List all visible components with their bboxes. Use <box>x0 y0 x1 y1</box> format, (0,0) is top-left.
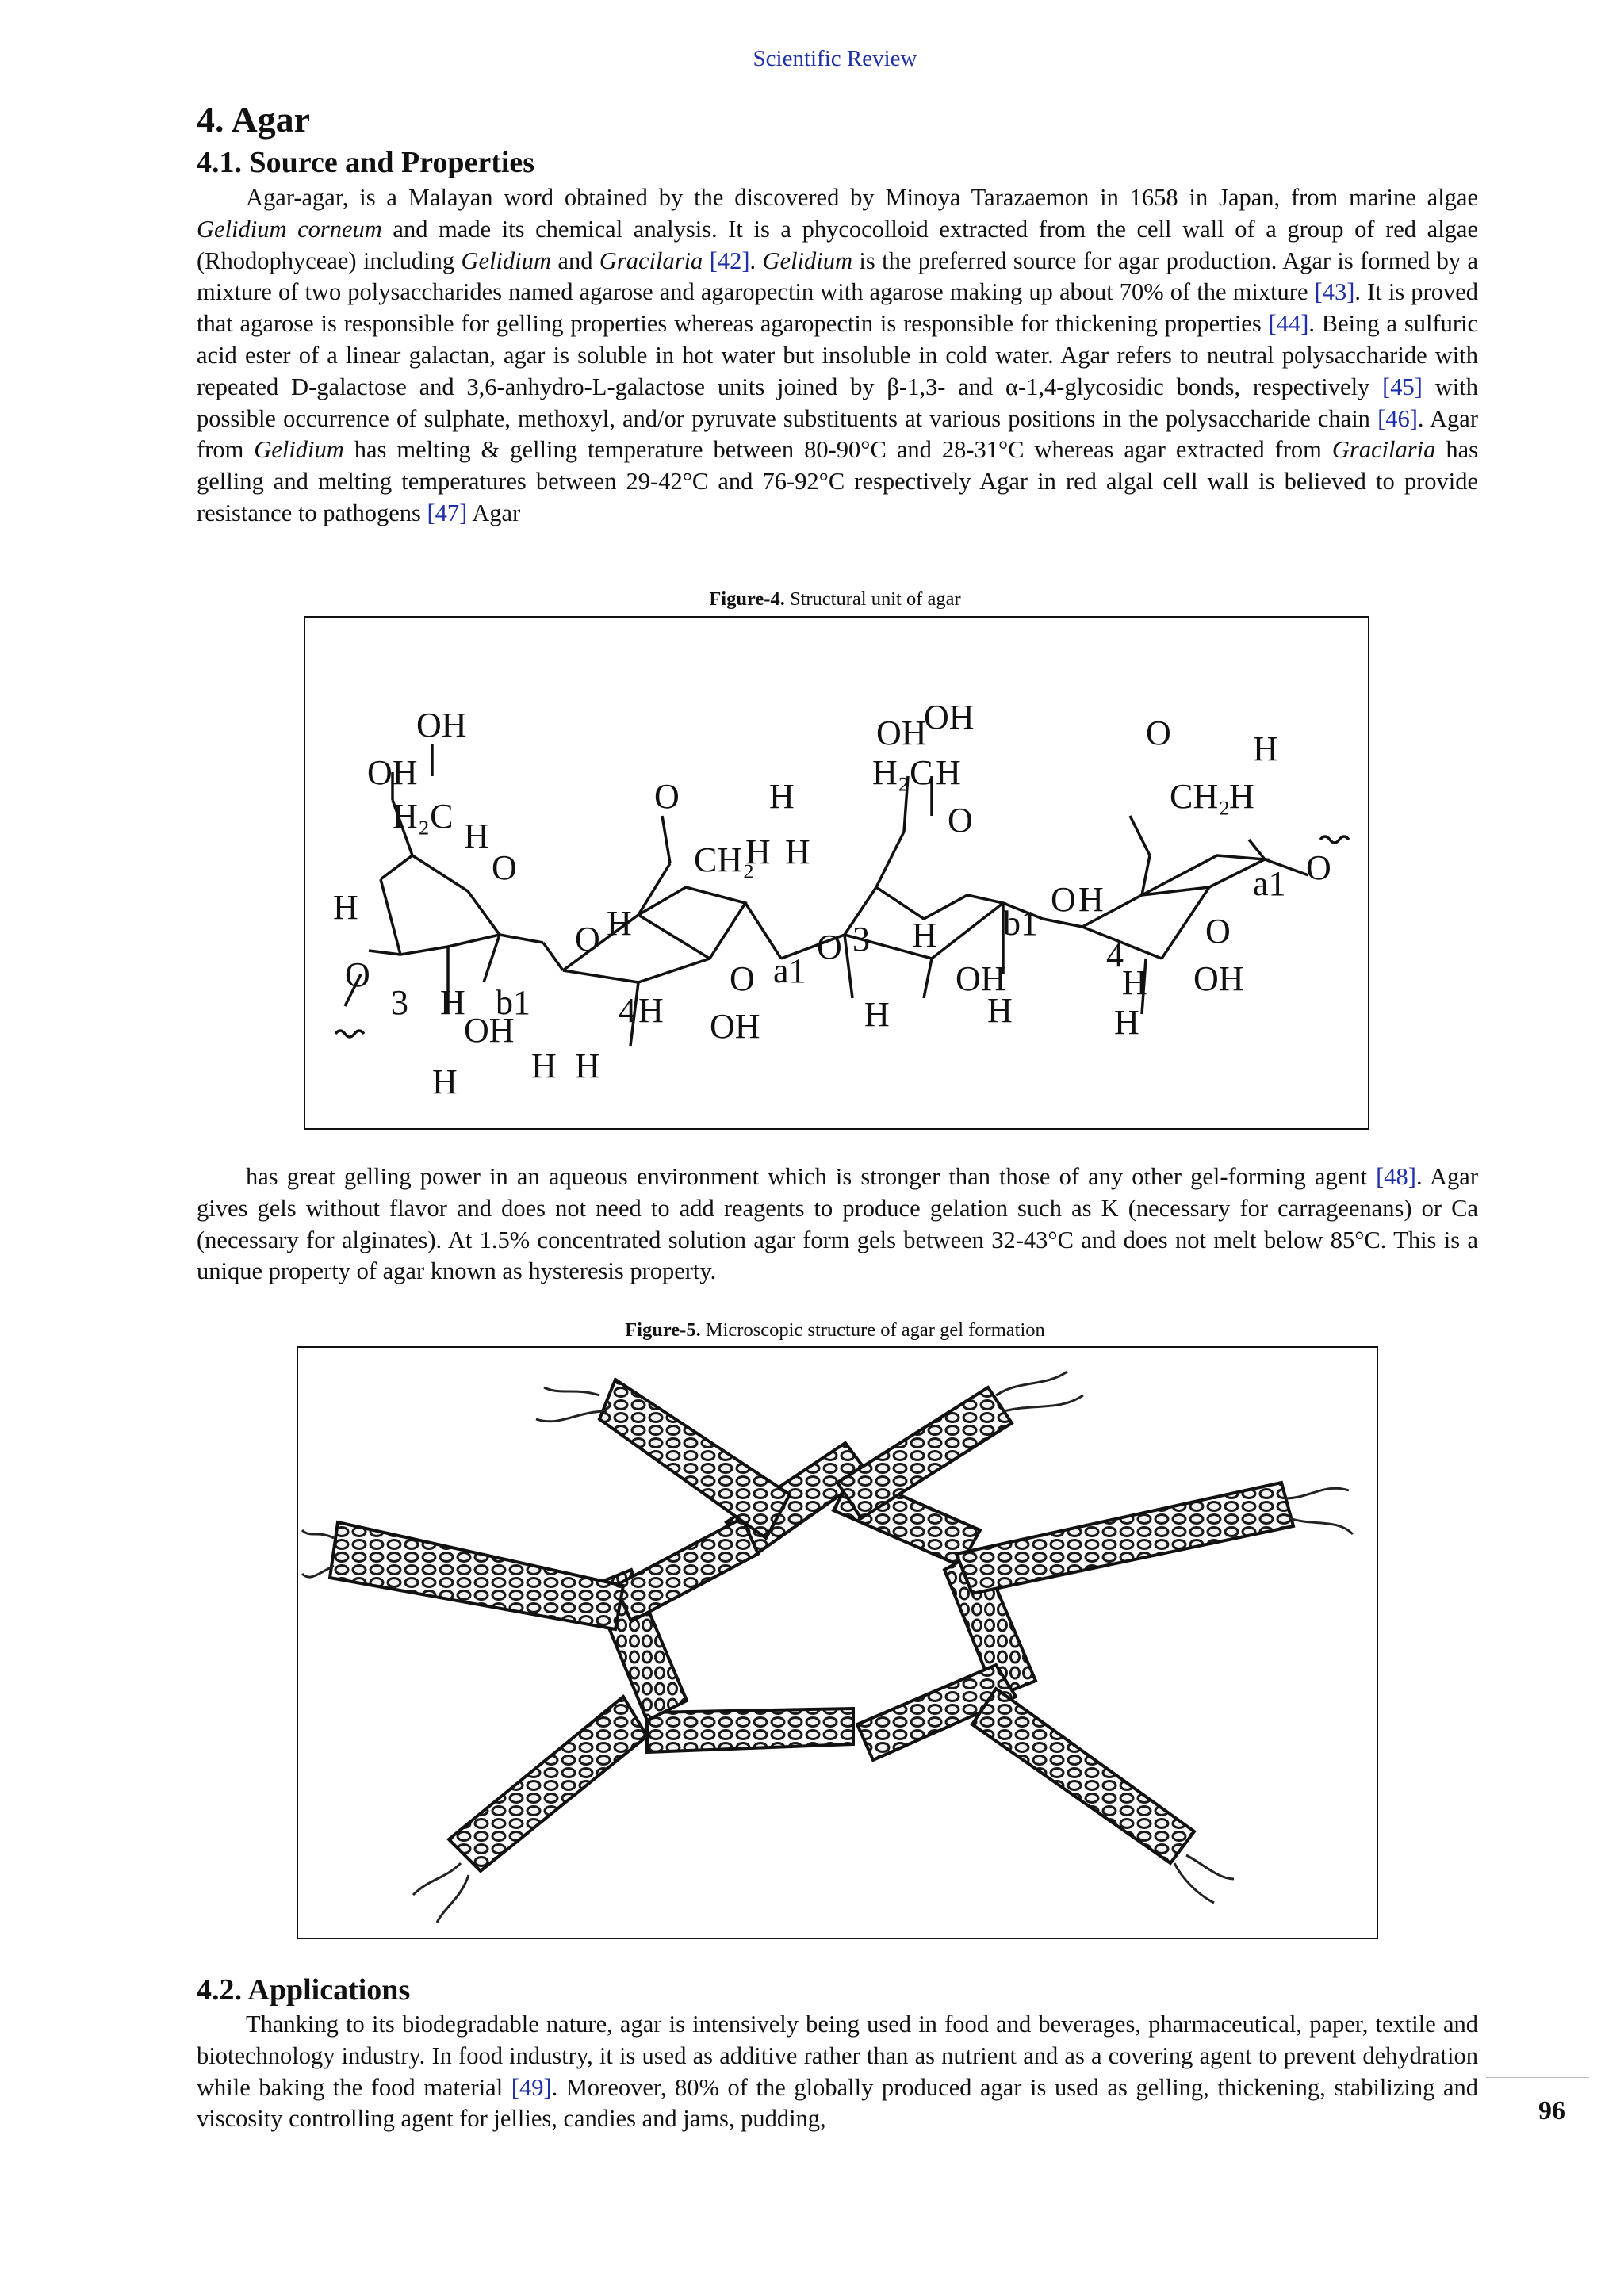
h-label: H <box>638 991 664 1030</box>
paragraph-gelling-power <box>197 1161 1478 1288</box>
text: Agar <box>467 499 521 526</box>
text: . It is proved that agarose is responsible for gelling properties whereas agaropectin is responsible for thickening properties <box>197 278 1478 338</box>
citation-link[interactable]: [49] <box>511 2073 552 2101</box>
o-label: O <box>1306 848 1331 887</box>
citation-link[interactable]: [48] <box>1376 1163 1416 1190</box>
h-label: H <box>1078 880 1104 919</box>
citation-link[interactable]: [44] <box>1268 310 1309 338</box>
text: . Moreover, 80% of the globally produced agar is used as gelling, thickening, stabilizing and viscosity controlling agent for jellies, candies and jams, pudding, <box>197 2073 1479 2133</box>
a1-label: a1 <box>1253 864 1286 903</box>
oh-label: OH <box>710 1007 760 1046</box>
subsection-title-applications: 4.2. Applications <box>197 1973 411 2007</box>
b1-label: b1 <box>496 983 530 1022</box>
text: and made its chemical analysis. It is a phycocolloid extracted from the cell wall of a group of red algae (Rhodophyceae) including <box>197 215 1478 274</box>
figure-4-structural-unit <box>304 616 1369 1130</box>
h-label: H <box>575 1047 600 1085</box>
h-label: H <box>987 991 1013 1030</box>
h-label: H <box>1253 729 1278 768</box>
figure-5-caption <box>0 1319 1624 1341</box>
position-4-label: 4 <box>1106 936 1124 974</box>
h-label: H <box>1122 963 1147 1002</box>
citation-link[interactable]: [43] <box>1314 278 1355 306</box>
o-label: O <box>654 777 680 816</box>
position-3-label: 3 <box>852 920 870 959</box>
oh-label: OH <box>956 959 1006 998</box>
o-label: O <box>1051 880 1076 919</box>
genus-name: Gelidium <box>461 247 552 274</box>
b1-label: b1 <box>1003 904 1038 943</box>
text: is the preferred source for agar production. Agar is formed by a mixture of two polysaccharides named agarose and agaropectin with agarose making up about 70% of the mixture <box>197 247 1479 306</box>
genus-name: Gelidium <box>762 247 853 274</box>
citation-link[interactable]: [42] <box>709 247 750 274</box>
figure-label: Figure-4. <box>709 588 785 610</box>
h-label: H <box>785 832 810 871</box>
oh-label: OH <box>924 698 975 737</box>
figure-caption-text: Structural unit of agar <box>784 588 961 610</box>
genus-name: Gracilaria <box>1331 436 1436 464</box>
position-3-label: 3 <box>391 983 408 1022</box>
h-label: H <box>745 832 771 871</box>
o-label: O <box>575 920 600 959</box>
o-label: O <box>948 801 973 840</box>
text: has gelling and melting temperatures between 29-42°C and 76-92°C respectively Agar in red algal cell wall is believed to provide resistance to pathogens <box>197 436 1478 526</box>
oh-label: OH <box>1193 959 1244 998</box>
o-label: O <box>345 955 370 994</box>
citation-link[interactable]: [46] <box>1377 404 1418 432</box>
h-label: H <box>1229 777 1254 816</box>
species-name: Gelidium corneum <box>197 215 382 243</box>
agar-gel-microstructure-image <box>298 1348 1377 1938</box>
h-label: H <box>607 904 632 943</box>
h2c-label: H₂C <box>872 753 933 792</box>
figure-4-caption <box>0 588 1624 610</box>
citation-link[interactable]: [47] <box>427 499 468 526</box>
h-label: H <box>432 1062 458 1101</box>
o-label: O <box>1146 714 1171 752</box>
text: Thanking to its biodegradable nature, agar is intensively being used in food and beverages, pharmaceutical, paper, textile and biotechnology industry. In food industry, it is used as additive rather than as nutrient and as a covering agent to prevent dehydration while baking the food material <box>197 2011 1478 2101</box>
text: . Agar gives gels without flavor and does not need to add reagents to produce gelation such as K (necessary for carrageenans) or Ca (necessary for alginates). At 1.5% concentrated solution agar form gels between 32-43°C and does not melt below 85°C. This is a unique property of agar known as hysteresis property. <box>197 1163 1478 1285</box>
text: with possible occurrence of sulphate, methoxyl, and/or pyruvate substituents at various positions in the polysaccharide chain <box>197 373 1478 432</box>
o-label: O <box>817 928 842 966</box>
h-label: H <box>912 916 937 955</box>
page-number: 96 <box>1538 2096 1565 2126</box>
footer-divider <box>1486 2077 1589 2078</box>
subsection-title-source: 4.1. Source and Properties <box>197 146 535 179</box>
oh-label: OH <box>464 1011 515 1050</box>
h-label: H <box>440 983 465 1022</box>
h-label: H <box>333 888 358 927</box>
text: . Agar from <box>197 404 1478 464</box>
a1-label: a1 <box>773 951 806 990</box>
o-label: O <box>1205 912 1231 951</box>
h-label: H <box>531 1047 557 1085</box>
h-label: H <box>1114 1003 1139 1042</box>
o-label: O <box>730 959 755 998</box>
text: . Being a sulfuric acid ester of a linear galactan, agar is soluble in hot water but insoluble in cold water. Agar refers to neutral polysaccharide with repeated D-galactose and 3,6-anhydro-L-galactose units joined by β-1,3- and α-1,4-glycosidic bonds, respectively <box>197 310 1479 400</box>
o-label: O <box>492 848 517 887</box>
journal-header: Scientific Review <box>753 46 917 71</box>
ch2-label: CH₂ <box>694 840 755 879</box>
oh-label: OH <box>876 714 927 752</box>
text: and <box>551 247 599 274</box>
section-title: 4. Agar <box>197 99 311 140</box>
figure-5-agar-gel-network <box>297 1346 1378 1939</box>
text <box>703 247 709 274</box>
paragraph-applications <box>197 2009 1478 2135</box>
figure-caption-text: Microscopic structure of agar gel formation <box>700 1319 1045 1341</box>
oh-label: OH <box>416 706 467 744</box>
h2c-label: H₂C <box>393 797 454 836</box>
paragraph-source-properties <box>197 182 1478 530</box>
text: Agar-agar, is a Malayan word obtained by the discovered by Minoya Tarazaemon in 1658 in Japan, from marine algae <box>246 184 1478 211</box>
h-label: H <box>864 995 890 1034</box>
h-label: H <box>936 753 961 792</box>
position-4-label: 4 <box>619 991 636 1030</box>
h-label: H <box>464 817 489 855</box>
h-label: H <box>769 777 795 816</box>
genus-name: Gelidium <box>254 436 344 464</box>
citation-link[interactable]: [45] <box>1382 373 1423 400</box>
text: . <box>749 247 763 274</box>
ch2-label: CH₂ <box>1170 777 1231 816</box>
oh-label: OH <box>367 753 418 792</box>
agar-structure-diagram <box>305 618 1368 1128</box>
text: has great gelling power in an aqueous environment which is stronger than those of any other gel-forming agent <box>246 1163 1377 1190</box>
text: has melting & gelling temperature between 80-90°C and 28-31°C whereas agar extracted from <box>343 436 1332 464</box>
genus-name: Gracilaria <box>599 247 703 274</box>
figure-label: Figure-5. <box>625 1319 701 1341</box>
